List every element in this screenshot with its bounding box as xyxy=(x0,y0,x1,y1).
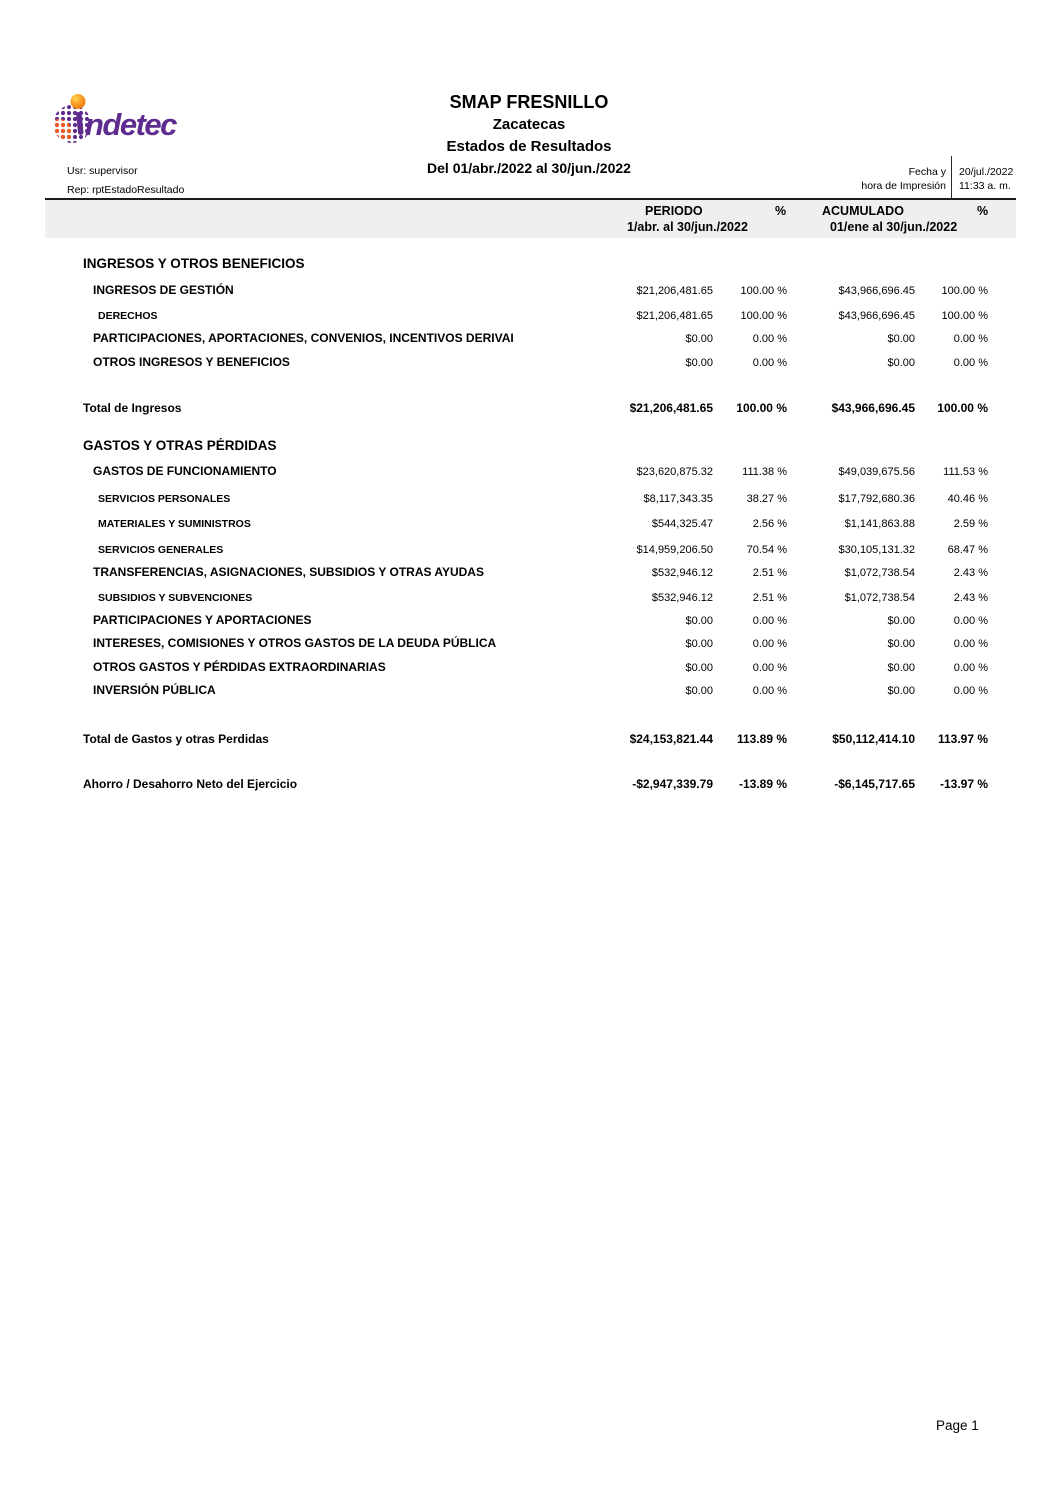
table-row xyxy=(45,543,1016,557)
total-row xyxy=(45,732,1016,746)
report-label: Rep: rptEstadoResultado xyxy=(67,184,185,196)
periodo-amount: $0.00 xyxy=(685,615,713,627)
table-row xyxy=(45,636,1016,651)
acumulado-amount: $49,039,675.56 xyxy=(838,466,915,478)
table-row xyxy=(45,660,1016,675)
acumulado-amount: $50,112,414.10 xyxy=(832,732,915,746)
table-row xyxy=(45,683,1016,698)
periodo-amount: $21,206,481.65 xyxy=(629,401,713,415)
periodo-pct: 2.51 % xyxy=(752,592,787,604)
acumulado-pct: 0.00 % xyxy=(953,333,988,345)
report-title: Estados de Resultados xyxy=(446,138,612,155)
column-header-band xyxy=(45,198,1016,238)
periodo-pct: -13.89 % xyxy=(738,777,787,791)
total-row xyxy=(45,401,1016,415)
acumulado-amount: $43,966,696.45 xyxy=(838,285,915,297)
row-label: SUBSIDIOS Y SUBVENCIONES xyxy=(98,592,253,604)
periodo-amount: $0.00 xyxy=(685,333,713,345)
section-row xyxy=(45,438,1016,454)
acumulado-pct: 0.00 % xyxy=(953,662,988,674)
acumulado-pct: 100.00 % xyxy=(937,401,988,415)
acumulado-amount: $0.00 xyxy=(887,662,915,674)
row-label: DERECHOS xyxy=(98,310,158,322)
acumulado-pct: 2.43 % xyxy=(953,592,988,604)
table-row xyxy=(45,492,1016,506)
row-label: GASTOS DE FUNCIONAMIENTO xyxy=(93,464,277,478)
acumulado-pct: 100.00 % xyxy=(941,285,988,297)
print-info-values xyxy=(952,156,1016,198)
entity-state: Zacatecas xyxy=(492,116,566,133)
row-label: SERVICIOS GENERALES xyxy=(98,544,224,556)
row-label: Total de Ingresos xyxy=(83,401,182,415)
report-period: Del 01/abr./2022 al 30/jun./2022 xyxy=(427,160,631,176)
periodo-pct: 0.00 % xyxy=(752,333,787,345)
table-row xyxy=(45,309,1016,323)
periodo-pct: 0.00 % xyxy=(752,357,787,369)
acumulado-amount: $43,966,696.45 xyxy=(838,310,915,322)
periodo-amount: -$2,947,339.79 xyxy=(632,777,713,791)
acumulado-pct: 2.43 % xyxy=(953,567,988,579)
row-label: Total de Gastos y otras Perdidas xyxy=(83,732,269,746)
acumulado-amount: $1,072,738.54 xyxy=(844,567,915,579)
user-label: Usr: supervisor xyxy=(67,165,138,177)
logo-wordmark: ndetec xyxy=(85,107,176,142)
periodo-pct: 0.00 % xyxy=(752,662,787,674)
periodo-amount: $0.00 xyxy=(685,638,713,650)
row-label: TRANSFERENCIAS, ASIGNACIONES, SUBSIDIOS Y OTRAS AYUDAS xyxy=(93,565,484,579)
row-label: INGRESOS Y OTROS BENEFICIOS xyxy=(83,256,305,271)
periodo-pct: 0.00 % xyxy=(752,615,787,627)
periodo-pct: 111.38 % xyxy=(742,466,787,478)
row-label: INGRESOS DE GESTIÓN xyxy=(93,283,234,297)
acumulado-pct: 40.46 % xyxy=(947,493,988,505)
table-row xyxy=(45,355,1016,370)
acumulado-amount: $30,105,131.32 xyxy=(838,544,915,556)
net-result-row xyxy=(45,777,1016,791)
periodo-amount: $532,946.12 xyxy=(651,592,713,604)
acumulado-pct: 111.53 % xyxy=(943,466,988,478)
acumulado-pct: 0.00 % xyxy=(953,357,988,369)
acumulado-amount: $0.00 xyxy=(887,638,915,650)
periodo-pct: 70.54 % xyxy=(746,544,787,556)
acumulado-pct: 2.59 % xyxy=(953,518,988,530)
print-info-labels xyxy=(861,156,952,198)
table-row xyxy=(45,283,1016,298)
print-info xyxy=(861,156,1016,198)
report-body xyxy=(45,238,1016,791)
acumulado-pct: 113.97 % xyxy=(937,732,988,746)
periodo-pct: 38.27 % xyxy=(746,493,787,505)
col-pct2: % xyxy=(977,204,989,218)
periodo-amount: $14,959,206.50 xyxy=(636,544,713,556)
acumulado-pct: 100.00 % xyxy=(941,310,988,322)
periodo-amount: $21,206,481.65 xyxy=(636,285,713,297)
row-label: PARTICIPACIONES Y APORTACIONES xyxy=(93,613,312,627)
col-acumulado-range: 01/ene al 30/jun./2022 xyxy=(830,220,958,234)
table-row xyxy=(45,565,1016,580)
periodo-pct: 0.00 % xyxy=(752,685,787,697)
periodo-amount: $0.00 xyxy=(685,662,713,674)
col-periodo-title: PERIODO xyxy=(645,204,703,218)
row-label: GASTOS Y OTRAS PÉRDIDAS xyxy=(83,438,277,453)
print-label-line2: hora de Impresión xyxy=(861,180,946,192)
table-row xyxy=(45,464,1016,479)
acumulado-pct: 0.00 % xyxy=(953,685,988,697)
acumulado-amount: $0.00 xyxy=(887,615,915,627)
periodo-pct: 0.00 % xyxy=(752,638,787,650)
periodo-amount: $21,206,481.65 xyxy=(636,310,713,322)
acumulado-amount: $0.00 xyxy=(887,357,915,369)
periodo-amount: $8,117,343.35 xyxy=(643,493,713,505)
entity-title: SMAP FRESNILLO xyxy=(449,92,609,112)
acumulado-amount: $0.00 xyxy=(887,333,915,345)
table-row xyxy=(45,613,1016,628)
acumulado-amount: $1,141,863.88 xyxy=(844,518,915,530)
acumulado-amount: -$6,145,717.65 xyxy=(834,777,915,791)
section-row xyxy=(45,256,1016,272)
table-row xyxy=(45,591,1016,605)
row-label: MATERIALES Y SUMINISTROS xyxy=(98,518,251,530)
table-row xyxy=(45,517,1016,531)
periodo-pct: 100.00 % xyxy=(740,285,787,297)
acumulado-amount: $43,966,696.45 xyxy=(831,401,915,415)
periodo-amount: $24,153,821.44 xyxy=(629,732,713,746)
acumulado-pct: -13.97 % xyxy=(939,777,988,791)
table-row xyxy=(45,331,1016,346)
row-label: Ahorro / Desahorro Neto del Ejercicio xyxy=(83,777,298,791)
print-time: 11:33 a. m. xyxy=(959,180,1011,192)
periodo-pct: 2.51 % xyxy=(752,567,787,579)
row-label: SERVICIOS PERSONALES xyxy=(98,493,231,505)
periodo-amount: $532,946.12 xyxy=(651,567,713,579)
periodo-amount: $544,325.47 xyxy=(651,518,713,530)
col-pct1: % xyxy=(775,204,787,218)
row-label: OTROS GASTOS Y PÉRDIDAS EXTRAORDINARIAS xyxy=(93,660,386,674)
page-number: Page 1 xyxy=(936,1418,979,1433)
row-label: OTROS INGRESOS Y BENEFICIOS xyxy=(93,355,290,369)
row-label: PARTICIPACIONES, APORTACIONES, CONVENIOS, INCENTIVOS DERIVAI xyxy=(93,331,514,345)
col-acumulado-title: ACUMULADO xyxy=(822,204,904,218)
row-label: INTERESES, COMISIONES Y OTROS GASTOS DE LA DEUDA PÚBLICA xyxy=(93,636,497,650)
acumulado-pct: 0.00 % xyxy=(953,638,988,650)
col-periodo-range: 1/abr. al 30/jun./2022 xyxy=(627,220,748,234)
print-date: 20/jul./2022 xyxy=(959,166,1014,178)
periodo-amount: $0.00 xyxy=(685,685,713,697)
acumulado-amount: $1,072,738.54 xyxy=(844,592,915,604)
acumulado-amount: $17,792,680.36 xyxy=(838,493,915,505)
periodo-amount: $23,620,875.32 xyxy=(636,466,713,478)
row-label: INVERSIÓN PÚBLICA xyxy=(93,683,216,697)
acumulado-pct: 0.00 % xyxy=(953,615,988,627)
acumulado-amount: $0.00 xyxy=(887,685,915,697)
periodo-pct: 2.56 % xyxy=(752,518,787,530)
periodo-pct: 100.00 % xyxy=(736,401,787,415)
print-label-line1: Fecha y xyxy=(908,166,946,178)
periodo-pct: 113.89 % xyxy=(736,732,787,746)
periodo-pct: 100.00 % xyxy=(740,310,787,322)
acumulado-pct: 68.47 % xyxy=(947,544,988,556)
periodo-amount: $0.00 xyxy=(685,357,713,369)
